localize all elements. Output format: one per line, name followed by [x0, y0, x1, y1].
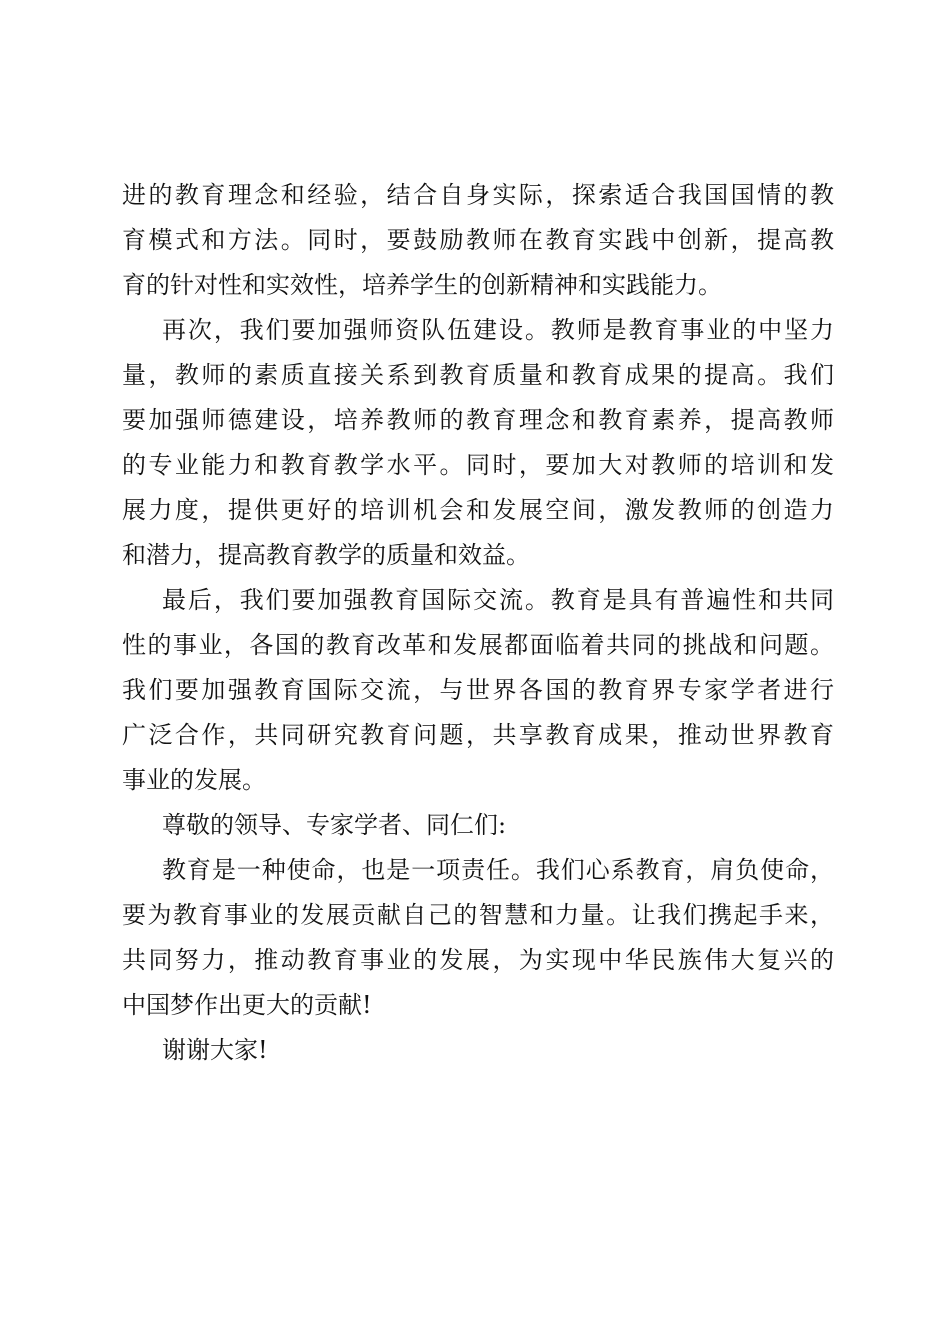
- paragraph: [122, 585, 834, 810]
- paragraph: [122, 1035, 834, 1080]
- paragraph: [122, 180, 834, 315]
- text-line: 教育是一种使命，也是一项责任。我们心系教育，肩负使命，: [162, 856, 834, 884]
- text-line: 再次，我们要加强师资队伍建设。教师是教育事业的中坚力: [162, 316, 834, 344]
- text-line: 量，教师的素质直接关系到教育质量和教育成果的提高。我们: [122, 361, 834, 389]
- text-line: 育的针对性和实效性，培养学生的创新精神和实践能力。: [122, 271, 722, 299]
- paragraph: [122, 315, 834, 585]
- text-line: 最后，我们要加强教育国际交流。教育是具有普遍性和共同: [162, 586, 834, 614]
- text-line: 我们要加强教育国际交流，与世界各国的教育界专家学者进行: [122, 676, 834, 704]
- text-line: 和潜力，提高教育教学的质量和效益。: [122, 541, 530, 569]
- text-line: 中国梦作出更大的贡献!: [122, 991, 372, 1019]
- text-line: 育模式和方法。同时，要鼓励教师在教育实践中创新，提高教: [122, 226, 834, 254]
- text-line: 展力度，提供更好的培训机会和发展空间，激发教师的创造力: [122, 496, 834, 524]
- text-line: 事业的发展。: [122, 766, 266, 794]
- text-line: 要加强师德建设，培养教师的教育理念和教育素养，提高教师: [122, 406, 834, 434]
- paragraph: [122, 810, 834, 855]
- text-line: 谢谢大家!: [162, 1036, 268, 1064]
- document-page: [122, 180, 834, 1080]
- text-line: 共同努力，推动教育事业的发展，为实现中华民族伟大复兴的: [122, 946, 834, 974]
- text-line: 的专业能力和教育教学水平。同时，要加大对教师的培训和发: [122, 451, 834, 479]
- text-line: 性的事业，各国的教育改革和发展都面临着共同的挑战和问题。: [122, 631, 834, 659]
- text-line: 广泛合作，共同研究教育问题，共享教育成果，推动世界教育: [122, 721, 834, 749]
- paragraph: [122, 855, 834, 1035]
- text-line: 要为教育事业的发展贡献自己的智慧和力量。让我们携起手来，: [122, 901, 834, 929]
- text-line: 尊敬的领导、专家学者、同仁们:: [162, 811, 507, 839]
- text-line: 进的教育理念和经验，结合自身实际，探索适合我国国情的教: [122, 181, 834, 209]
